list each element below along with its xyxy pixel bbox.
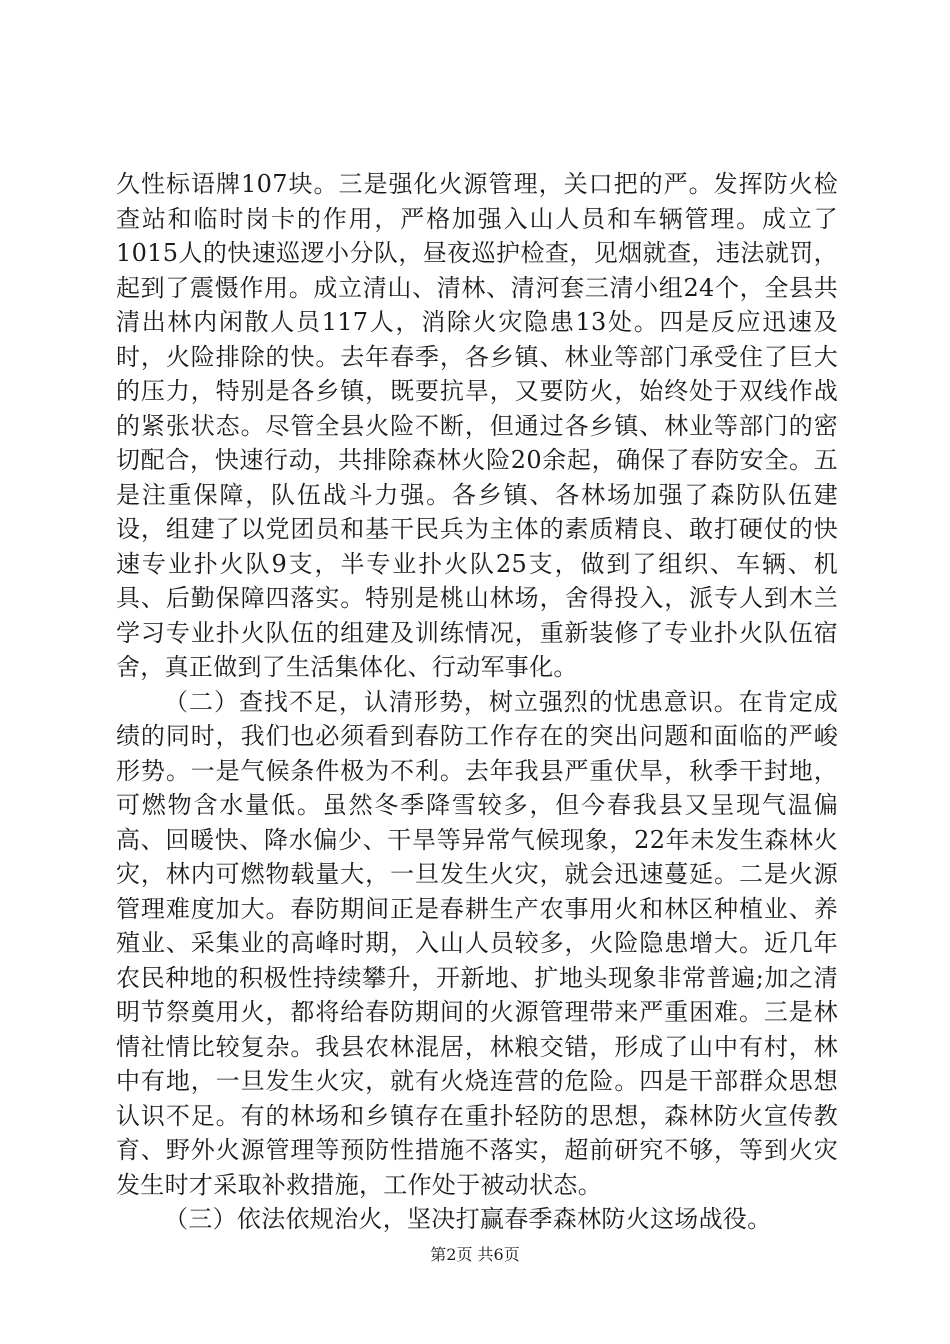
document-body [116, 167, 838, 1237]
paragraph-section-three: （三）依法依规治火，坚决打赢春季森林防火这场战役。 [164, 1205, 772, 1233]
paragraph-section-two: （二）查找不足，认清形势，树立强烈的忧患意识。在肯定成绩的同时，我们也必须看到春防工作存在的突出问题和面临的严峻形势。一是气候条件极为不利。去年我县严重伏旱，秋季干封地，可燃物含水量低。虽然冬季降雪较多，但今春我县又呈现气温偏高、回暖快、降水偏少、干旱等异常气候现象，22年未发生森林火灾，林内可燃物载量大，一旦发生火灾，就会迅速蔓延。二是火源管理难度加大。春防期间正是春耕生产农事用火和林区种植业、养殖业、采集业的高峰时期，入山人员较多，火险隐患增大。近几年农民种地的积极性持续攀升，开新地、扩地头现象非常普遍;加之清明节祭奠用火，都将给春防期间的火源管理带来严重困难。三是林情社情比较复杂。我县农林混居，林粮交错，形成了山中有村，林中有地，一旦发生火灾，就有火烧连营的危险。四是干部群众思想认识不足。有的林场和乡镇存在重扑轻防的思想，森林防火宣传教育、野外火源管理等预防性措施不落实，超前研究不够，等到火灾发生时才采取补救措施，工作处于被动状态。 [116, 687, 838, 1199]
paragraph-continuation: 久性标语牌107块。三是强化火源管理，关口把的严。发挥防火检查站和临时岗卡的作用，严格加强入山人员和车辆管理。成立了1015人的快速巡逻小分队，昼夜巡护检查，见烟就查，违法就罚，起到了震慑作用。成立清山、清林、清河套三清小组24个，全县共清出林内闲散人员117人，消除火灾隐患13处。四是反应迅速及时，火险排除的快。去年春季，各乡镇、林业等部门承受住了巨大的压力，特别是各乡镇，既要抗旱，又要防火，始终处于双线作战的紧张状态。尽管全县火险不断，但通过各乡镇、林业等部门的密切配合，快速行动，共排除森林火险20余起，确保了春防安全。五是注重保障，队伍战斗力强。各乡镇、各林场加强了森防队伍建设，组建了以党团员和基干民兵为主体的素质精良、敢打硬仗的快速专业扑火队9支，半专业扑火队25支，做到了组织、车辆、机具、后勤保障四落实。特别是桃山林场，舍得投入，派专人到木兰学习专业扑火队伍的组建及训练情况，重新装修了专业扑火队伍宿舍，真正做到了生活集体化、行动军事化。 [116, 170, 838, 681]
page-number-footer: 第2页 共6页 [430, 1245, 520, 1264]
